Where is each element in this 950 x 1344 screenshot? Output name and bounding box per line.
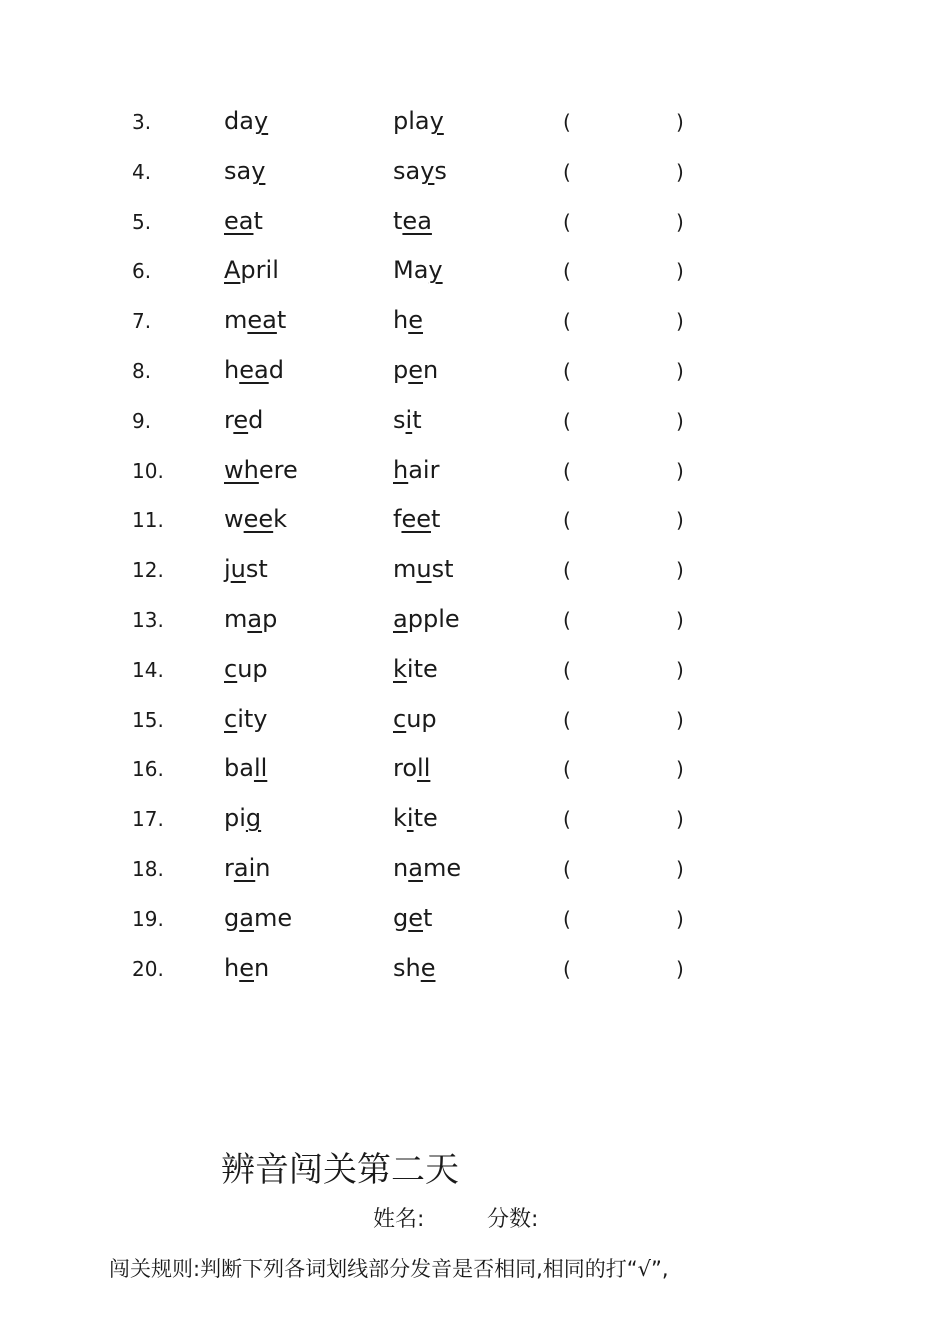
first-word (224, 455, 298, 485)
answer-open-paren: ( (563, 906, 571, 931)
item-number: 9. (132, 408, 152, 433)
underlined-segment: u (230, 555, 246, 584)
word-segment: pi (224, 804, 246, 833)
word-segment: me (422, 853, 462, 882)
second-word (393, 106, 444, 136)
underlined-segment: e (233, 405, 249, 434)
item-number: 18. (132, 856, 164, 881)
word-segment: da (224, 107, 254, 135)
word-segment: s (434, 156, 447, 185)
item-number: 13. (132, 607, 164, 632)
answer-open-paren: ( (563, 408, 571, 433)
answer-open-paren: ( (563, 657, 571, 682)
exercise-row (0, 347, 950, 397)
underlined-segment: ee (401, 505, 431, 534)
underlined-segment: h (393, 455, 409, 484)
underlined-segment: ea (247, 306, 277, 335)
word-segment: m (224, 306, 248, 335)
answer-close-paren: ) (676, 657, 684, 682)
underlined-segment: y (420, 156, 435, 185)
answer-open-paren: ( (563, 259, 571, 284)
word-segment: pril (240, 256, 279, 285)
underlined-segment: c (393, 704, 407, 733)
first-word (224, 355, 284, 385)
word-segment: pple (407, 604, 460, 633)
first-word (224, 654, 268, 684)
item-number: 6. (132, 259, 152, 284)
item-number: 19. (132, 906, 164, 931)
first-word (224, 604, 277, 634)
word-segment: h (224, 953, 240, 982)
answer-close-paren: ) (676, 956, 684, 981)
answer-close-paren: ) (676, 607, 684, 632)
answer-open-paren: ( (563, 209, 571, 234)
word-segment: n (253, 953, 270, 982)
word-segment: p (262, 604, 278, 633)
answer-open-paren: ( (563, 110, 571, 134)
second-word (393, 903, 432, 933)
underlined-segment: e (408, 306, 423, 335)
first-word (224, 106, 268, 136)
word-segment: sa (224, 156, 252, 185)
word-segment: sh (393, 953, 421, 982)
answer-close-paren: ) (676, 259, 684, 284)
exercise-row (0, 945, 950, 995)
word-segment: ity (237, 704, 268, 733)
answer-open-paren: ( (563, 159, 571, 184)
second-word (393, 504, 440, 534)
word-segment: m (393, 555, 417, 584)
word-segment: f (393, 505, 402, 534)
word-segment: s (393, 405, 406, 434)
underlined-segment: wh (224, 455, 259, 484)
underlined-segment: ai (233, 853, 256, 882)
answer-open-paren: ( (563, 558, 571, 583)
second-word (393, 255, 443, 285)
word-segment: t (430, 505, 441, 534)
underlined-segment: k (393, 654, 407, 683)
exercise-row (0, 148, 950, 198)
word-segment: ere (258, 455, 298, 484)
underlined-segment: ea (402, 206, 432, 235)
answer-close-paren: ) (676, 707, 684, 732)
answer-close-paren: ) (676, 458, 684, 483)
item-number: 8. (132, 358, 152, 383)
second-word (393, 305, 423, 335)
underlined-segment: a (393, 604, 408, 633)
first-word (224, 953, 269, 983)
underlined-segment: y (429, 107, 444, 135)
word-segment: j (224, 555, 231, 584)
underlined-segment: e (239, 953, 254, 982)
first-word (224, 704, 267, 734)
word-segment: n (255, 853, 271, 882)
underlined-segment: e (408, 903, 423, 932)
word-segment: te (413, 804, 438, 833)
answer-close-paren: ) (676, 408, 684, 433)
underlined-segment: y (428, 256, 443, 285)
word-segment: pla (393, 107, 430, 135)
answer-open-paren: ( (563, 458, 571, 483)
word-segment: m (224, 604, 248, 633)
item-number: 20. (132, 956, 164, 981)
exercise-row (0, 98, 950, 148)
word-segment: p (393, 355, 409, 384)
exercise-row (0, 895, 950, 945)
word-segment: g (224, 903, 240, 932)
answer-close-paren: ) (676, 757, 684, 782)
answer-close-paren: ) (676, 309, 684, 334)
word-segment: k (273, 505, 288, 534)
underlined-segment: c (224, 654, 238, 683)
second-word (393, 803, 438, 833)
word-segment: ite (406, 654, 438, 683)
word-segment: ro (393, 754, 418, 783)
exercise-row (0, 397, 950, 447)
answer-open-paren: ( (563, 956, 571, 981)
word-segment: up (237, 654, 268, 683)
word-segment: t (423, 903, 433, 932)
second-word (393, 654, 438, 684)
underlined-segment: e (420, 953, 436, 982)
answer-close-paren: ) (676, 159, 684, 184)
underlined-segment: ll (253, 754, 268, 783)
word-segment: r (224, 405, 234, 434)
word-segment: h (393, 306, 409, 335)
item-number: 14. (132, 657, 164, 682)
answer-close-paren: ) (676, 856, 684, 881)
item-number: 17. (132, 807, 164, 832)
exercise-row (0, 198, 950, 248)
rules-text: 闯关规则:判断下列各词划线部分发音是否相同,相同的打“√”, (109, 1257, 669, 1281)
underlined-segment: a (239, 903, 254, 932)
first-word (224, 753, 267, 783)
exercise-row (0, 696, 950, 746)
answer-open-paren: ( (563, 807, 571, 832)
score-label: 分数: (487, 1207, 539, 1232)
answer-close-paren: ) (676, 508, 684, 533)
answer-close-paren: ) (676, 358, 684, 383)
exercise-row (0, 596, 950, 646)
item-number: 10. (132, 458, 164, 483)
underlined-segment: c (224, 704, 238, 733)
exercise-row (0, 546, 950, 596)
first-word (224, 504, 287, 534)
underlined-segment: ea (224, 206, 254, 235)
second-word (393, 355, 438, 385)
second-word (393, 206, 432, 236)
first-word (224, 255, 279, 285)
word-segment: g (393, 903, 409, 932)
underlined-segment: a (408, 853, 423, 882)
underlined-segment: ll (417, 754, 431, 783)
underlined-segment: a (247, 604, 263, 633)
item-number: 5. (132, 209, 152, 234)
underlined-segment: u (416, 555, 432, 584)
word-segment: st (431, 555, 454, 584)
first-word (224, 803, 261, 833)
underlined-segment: g (245, 804, 262, 833)
item-number: 7. (132, 309, 152, 334)
word-segment: d (268, 355, 284, 384)
first-word (224, 903, 292, 933)
underlined-segment: i (406, 804, 414, 833)
underlined-segment: A (224, 256, 241, 285)
word-segment: me (253, 903, 293, 932)
first-word (224, 206, 263, 236)
underlined-segment: i (405, 405, 413, 434)
answer-open-paren: ( (563, 607, 571, 632)
word-segment: up (406, 704, 437, 733)
second-word (393, 753, 430, 783)
underlined-segment: ea (239, 355, 269, 384)
exercise-row (0, 845, 950, 895)
exercise-row (0, 247, 950, 297)
exercise-row (0, 795, 950, 845)
exercise-row (0, 297, 950, 347)
word-segment: ba (224, 754, 254, 783)
word-segment: st (245, 555, 268, 584)
word-segment: w (224, 505, 244, 534)
word-segment: t (253, 206, 263, 235)
answer-open-paren: ( (563, 508, 571, 533)
exercise-row (0, 447, 950, 497)
section-title: 辨音闯关第二天 (221, 1150, 459, 1190)
answer-open-paren: ( (563, 309, 571, 334)
answer-close-paren: ) (676, 110, 684, 134)
word-segment: n (393, 853, 409, 882)
first-word (224, 853, 270, 883)
second-word (393, 604, 460, 634)
word-segment: t (276, 306, 287, 335)
answer-close-paren: ) (676, 558, 684, 583)
item-number: 16. (132, 757, 164, 782)
second-word (393, 455, 439, 485)
answer-open-paren: ( (563, 856, 571, 881)
answer-open-paren: ( (563, 707, 571, 732)
underlined-segment: y (251, 156, 266, 185)
name-label: 姓名: (373, 1207, 425, 1232)
answer-open-paren: ( (563, 757, 571, 782)
first-word (224, 305, 286, 335)
item-number: 4. (132, 159, 152, 184)
word-segment: k (393, 804, 407, 833)
word-segment: n (423, 355, 439, 384)
exercise-row (0, 496, 950, 546)
second-word (393, 554, 454, 584)
word-segment: t (393, 206, 403, 235)
second-word (393, 405, 422, 435)
first-word (224, 554, 268, 584)
word-segment: t (412, 405, 422, 434)
exercise-row (0, 745, 950, 795)
exercise-row (0, 646, 950, 696)
item-number: 11. (132, 508, 164, 533)
word-segment: sa (393, 156, 421, 185)
item-number: 15. (132, 707, 164, 732)
item-number: 3. (132, 110, 152, 134)
underlined-segment: ee (243, 505, 274, 534)
second-word (393, 853, 461, 883)
answer-close-paren: ) (676, 906, 684, 931)
second-word (393, 156, 447, 186)
exercise-list (0, 98, 950, 994)
underlined-segment: e (408, 355, 423, 384)
word-segment: d (248, 405, 264, 434)
answer-close-paren: ) (676, 807, 684, 832)
second-word (393, 704, 437, 734)
second-word (393, 953, 435, 983)
word-segment: Ma (393, 256, 429, 285)
item-number: 12. (132, 558, 164, 583)
first-word (224, 156, 265, 186)
word-segment: h (224, 355, 240, 384)
answer-open-paren: ( (563, 358, 571, 383)
word-segment: r (224, 853, 234, 882)
underlined-segment: y (253, 107, 269, 135)
word-segment: air (408, 455, 440, 484)
first-word (224, 405, 263, 435)
answer-close-paren: ) (676, 209, 684, 234)
